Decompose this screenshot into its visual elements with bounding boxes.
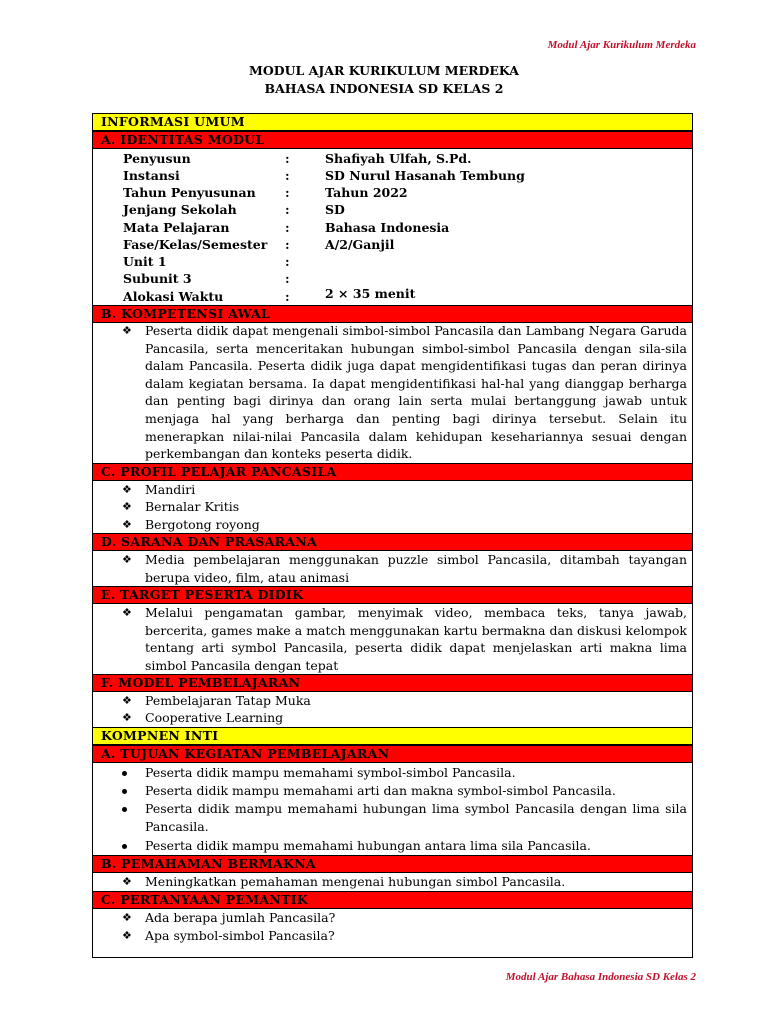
list-item [122,709,687,727]
document-title: MODUL AJAR KURIKULUM MERDEKA [249,63,519,78]
colon: : [285,220,290,235]
identitas-label: Subunit 3 [123,271,192,286]
list-item [122,873,687,891]
diamond-bullet-icon: ❖ [122,606,132,619]
diamond-bullet-icon: ❖ [122,500,132,513]
diamond-bullet-icon: ❖ [122,483,132,496]
profil-item: Mandiri [145,482,196,497]
identitas-label: Mata Pelajaran [123,220,230,235]
document-subtitle: BAHASA INDONESIA SD KELAS 2 [264,81,504,96]
section-pertanyaan: C. PERTANYAAN PEMANTIK [92,891,693,909]
identitas-label: Alokasi Waktu [123,289,224,304]
section-target: E. TARGET PESERTA DIDIK [92,586,693,604]
list-item [122,837,687,855]
diamond-bullet-icon: ❖ [122,911,132,924]
list-item [122,692,687,710]
identitas-value: Shafiyah Ulfah, S.Pd. [325,151,472,166]
list-item [122,909,687,927]
list-item [122,604,687,674]
profil-item: Bergotong royong [145,517,260,532]
list-item [122,322,687,463]
diamond-bullet-icon: ❖ [122,324,132,337]
profil-item: Bernalar Kritis [145,499,240,514]
section-kompetensi-awal: B. KOMPETENSI AWAL [92,305,693,323]
target-text: Melalui pengamatan gambar, menyimak video, membaca teks, tanya jawab, bercerita, games make a match menggunakan kartu bermakna dan diskusi kelompok tentang arti symbol Pancasila, peserta didik dapat menjelaskan arti makna lima simbol Pancasila dengan tepat [145,605,687,673]
diamond-bullet-icon: ❖ [122,711,132,724]
diamond-bullet-icon: ❖ [122,929,132,942]
section-tujuan: A. TUJUAN KEGIATAN PEMBELAJARAN [92,745,693,763]
identitas-value: 2 × 35 menit [325,286,416,301]
sarana-text: Media pembelajaran menggunakan puzzle simbol Pancasila, ditambah tayangan berupa video, film, atau animasi [145,552,687,585]
list-item [122,764,687,782]
list-item [122,551,687,586]
identitas-label: Penyusun [123,151,191,166]
colon: : [285,168,290,183]
model-item: Cooperative Learning [145,710,284,725]
tujuan-item: Peserta didik mampu memahami arti dan makna symbol-simbol Pancasila. [145,783,616,798]
colon: : [285,202,290,217]
pemahaman-item: Meningkatkan pemahaman mengenai hubungan simbol Pancasila. [145,874,566,889]
bullet-dot-icon [122,771,127,776]
identitas-label: Unit 1 [123,254,167,269]
section-model: F. MODEL PEMBELAJARAN [92,674,693,692]
colon: : [285,289,290,304]
list-item [122,927,687,945]
section-identitas-modul: A. IDENTITAS MODUL [92,131,693,149]
colon: : [285,151,290,166]
identitas-value: SD [325,202,345,217]
identitas-value: Bahasa Indonesia [325,220,450,235]
diamond-bullet-icon: ❖ [122,518,132,531]
list-item [122,516,687,534]
bullet-dot-icon [122,789,127,794]
pertanyaan-item: Apa symbol-simbol Pancasila? [145,928,335,943]
diamond-bullet-icon: ❖ [122,694,132,707]
model-item: Pembelajaran Tatap Muka [145,693,311,708]
diamond-bullet-icon: ❖ [122,875,132,888]
colon: : [285,237,290,252]
identitas-label: Tahun Penyusunan [123,185,256,200]
identitas-value: SD Nurul Hasanah Tembung [325,168,525,183]
identitas-label: Jenjang Sekolah [123,202,237,217]
footer-note: Modul Ajar Bahasa Indonesia SD Kelas 2 [505,971,696,983]
list-item [122,481,687,499]
header-note: Modul Ajar Kurikulum Merdeka [547,39,696,51]
bullet-dot-icon [122,844,127,849]
list-item [122,782,687,800]
tujuan-item: Peserta didik mampu memahami hubungan antara lima sila Pancasila. [145,838,591,853]
section-kompnen-inti: KOMPNEN INTI [92,727,693,745]
identitas-value: Tahun 2022 [325,185,408,200]
pertanyaan-item: Ada berapa jumlah Pancasila? [145,910,336,925]
diamond-bullet-icon: ❖ [122,553,132,566]
list-item [122,800,687,835]
section-informasi-umum: INFORMASI UMUM [92,113,693,131]
identitas-label: Instansi [123,168,180,183]
colon: : [285,185,290,200]
tujuan-item: Peserta didik mampu memahami symbol-simbol Pancasila. [145,765,516,780]
colon: : [285,271,290,286]
section-profil-pelajar: C. PROFIL PELAJAR PANCASILA [92,463,693,481]
kompetensi-text: Peserta didik dapat mengenali simbol-simbol Pancasila dan Lambang Negara Garuda Pancasila, serta menceritakan hubungan simbol-simbol Pancasila dengan sila-sila dalam Pancasila. Peserta didik juga dapat mengidentifikasi tugas dan peran dirinya dalam kegiatan bersama. Ia dapat mengidentifikasi hal-hal yang dianggap berharga dan penting bagi dirinya dan orang lain serta mulai bertanggung jawab untuk menjaga hal yang berharga dan penting bagi dirinya tersebut. Selain itu menerapkan nilai-nilai Pancasila dalam kehidupan kesehariannya sesuai dengan perkembangan dan konteks peserta didik. [145,323,687,462]
colon: : [285,254,290,269]
list-item [122,498,687,516]
identitas-label: Fase/Kelas/Semester [123,237,268,252]
section-pemahaman: B. PEMAHAMAN BERMAKNA [92,855,693,873]
bullet-dot-icon [122,807,127,812]
identitas-value: A/2/Ganjil [325,237,395,252]
section-sarana: D. SARANA DAN PRASARANA [92,533,693,551]
tujuan-item: Peserta didik mampu memahami hubungan lima symbol Pancasila dengan lima sila Pancasila. [145,801,687,834]
